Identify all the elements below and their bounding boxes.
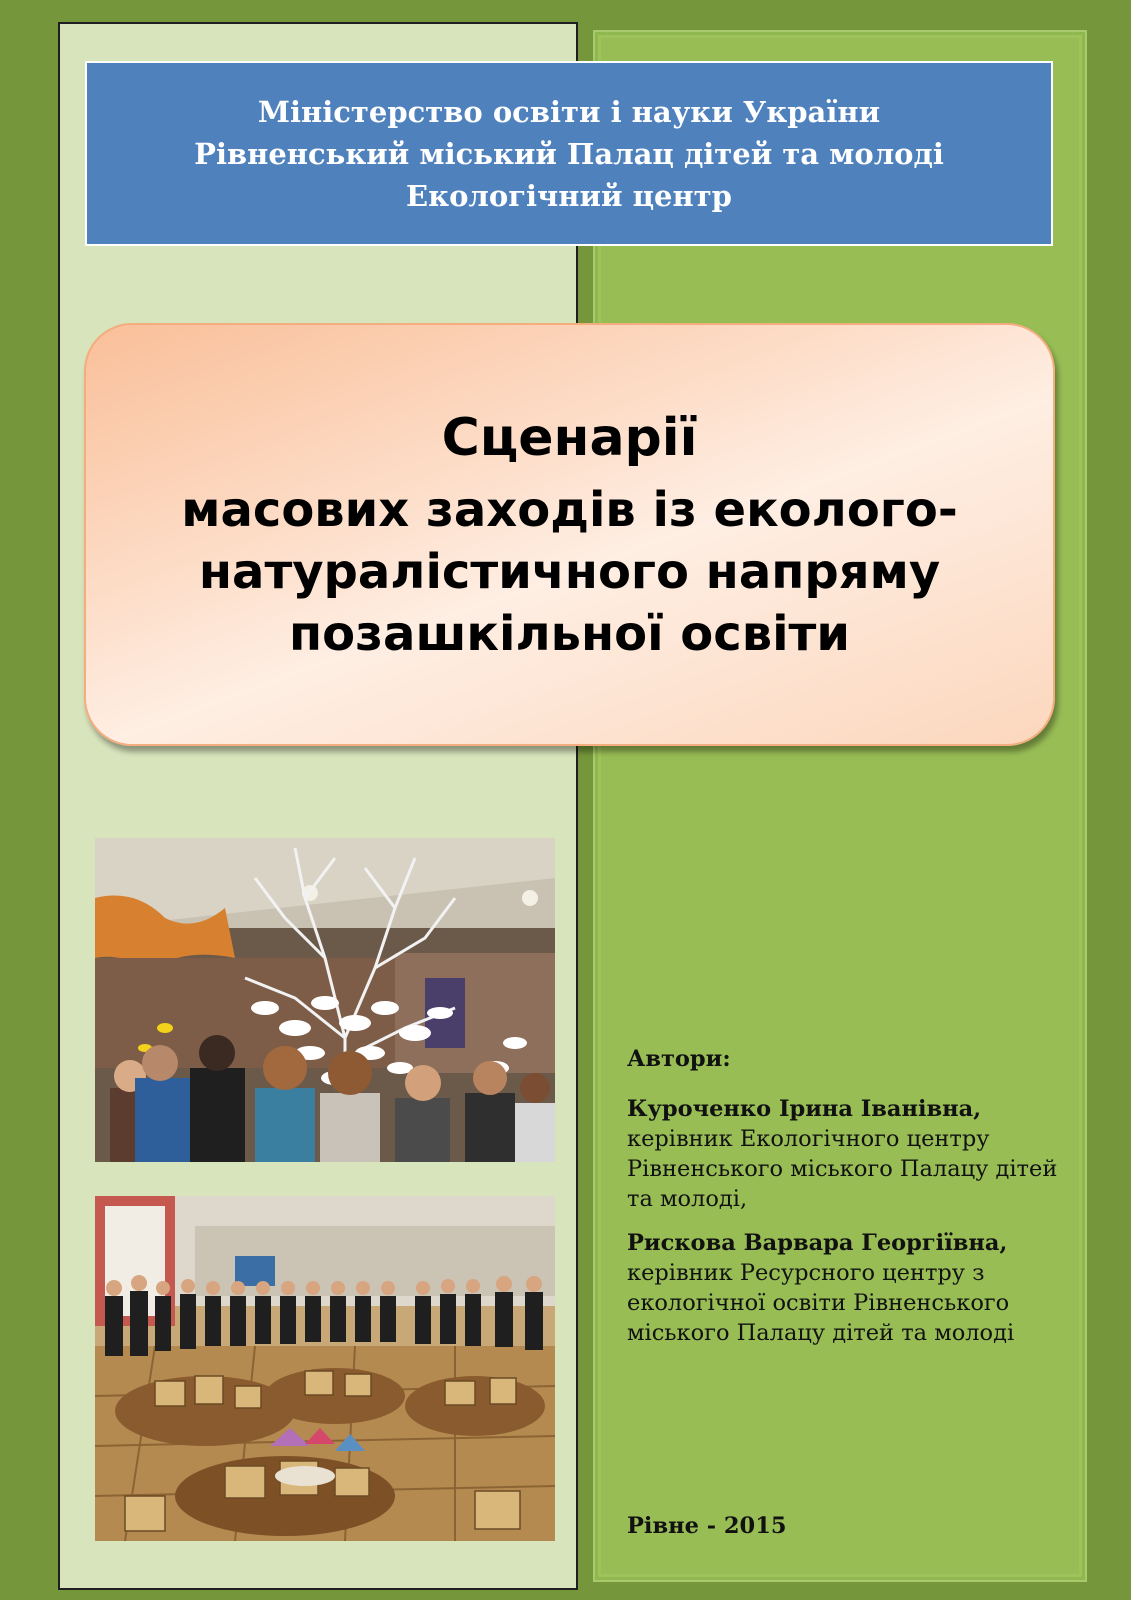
event-photo-birdhouses-exhibition (95, 1196, 555, 1541)
author-2 (627, 1228, 1067, 1348)
author-1-name: Куроченко Ірина Іванівна, (627, 1096, 982, 1122)
title-line-3: натуралістичного напряму (198, 543, 941, 600)
ministry-line: Міністерство освіти і науки України (257, 94, 881, 129)
title-line-4: позашкільної освіти (289, 605, 850, 662)
palace-line: Рівненський міський Палац дітей та молоді (194, 136, 944, 171)
event-photo-birds-tree (95, 838, 555, 1162)
title-line-2: масових заходів із еколого- (181, 481, 958, 538)
author-1-description: керівник Екологічного центру Рівненського міського Палацу дітей та молоді, (627, 1126, 1058, 1212)
author-1 (627, 1094, 1067, 1214)
city-year: Рівне - 2015 (627, 1513, 787, 1539)
title-banner (84, 323, 1055, 746)
event-photo-birds-tree-image (95, 838, 555, 1162)
author-2-description: керівник Ресурсного центру з екологічної освіти Рівненського міського Палацу дітей та молоді (627, 1260, 1015, 1346)
institution-header (85, 61, 1053, 246)
author-2-name: Рискова Варвара Георгіївна, (627, 1230, 1008, 1256)
authors-section (627, 1044, 1067, 1362)
title-line-1: Сценарії (441, 407, 698, 468)
center-line: Екологічний центр (406, 178, 732, 213)
event-photo-birdhouses-image (95, 1196, 555, 1541)
authors-heading: Автори: (627, 1046, 731, 1072)
